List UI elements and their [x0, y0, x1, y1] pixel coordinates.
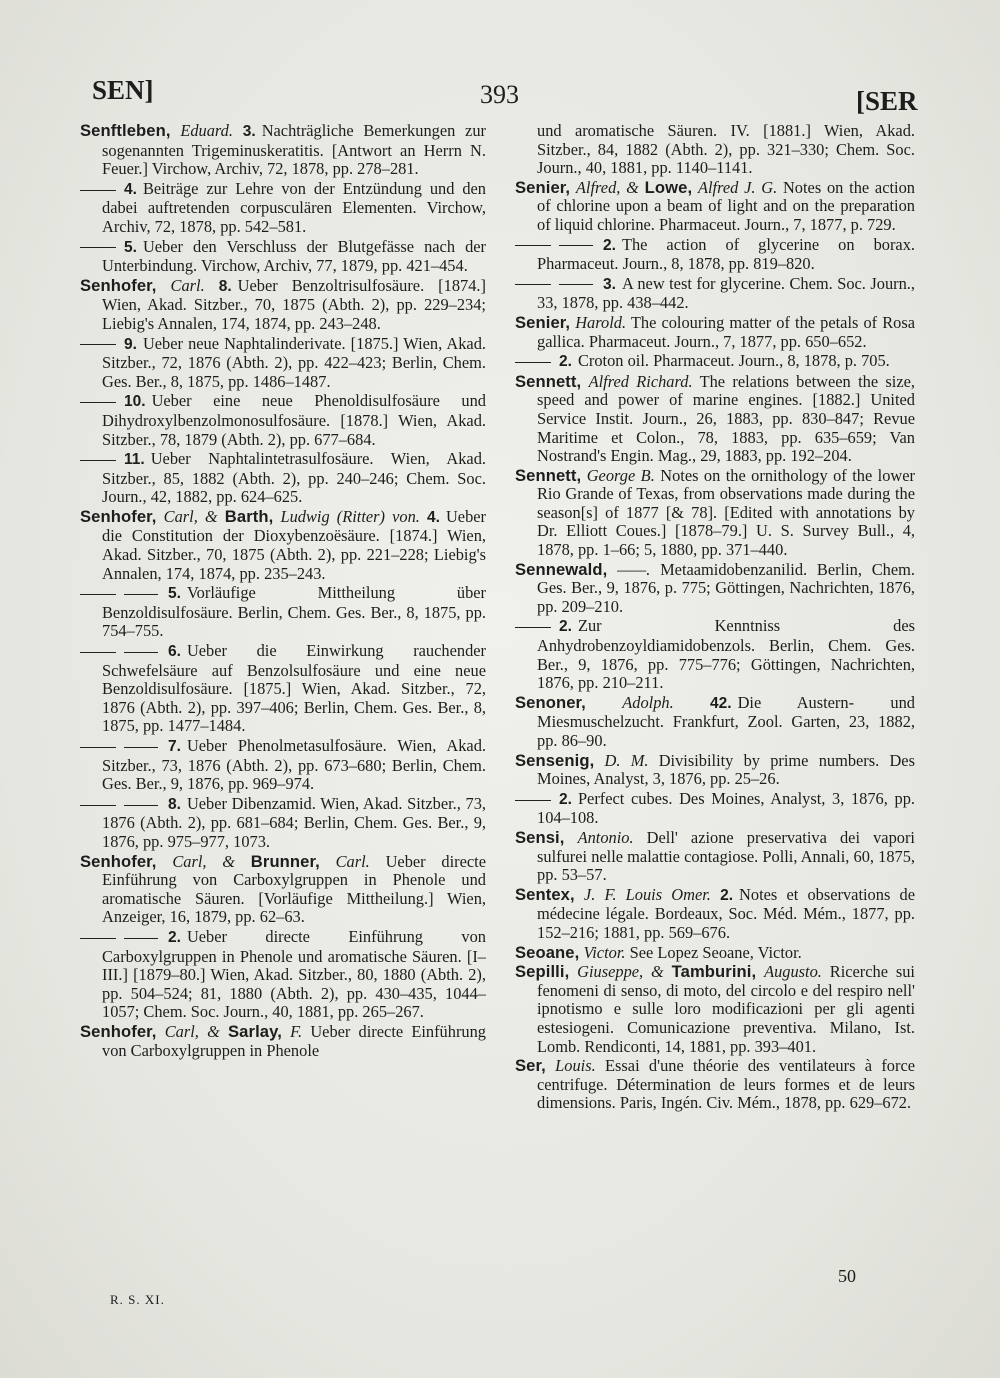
entry-text: Ueber den Verschluss der Blutgefässe nach der Unterbindung. Virchow, Archiv, 77, 1879, pp. 421–454. — [102, 236, 486, 276]
bibliography-entry — [80, 737, 486, 794]
author-given-name: George B. — [586, 465, 655, 485]
bibliography-entry — [80, 584, 486, 641]
author-given-name: Antonio. — [577, 827, 634, 847]
entry-text: Ueber Naphtalintetrasulfosäure. Wien, Akad. Sitzber., 85, 1882 (Abth. 2), pp. 240–246; Chem. Soc. Journ., 42, 1882, pp. 624–625. — [102, 449, 486, 507]
entry-text: Ueber die Constitution der Dioxybenzoësäure. [1874.] Wien, Akad. Sitzber., 70, 1875 (Abth. 2), pp. 221–228; Liebig's Annalen, 174, 1874, pp. 235–243. — [102, 506, 486, 583]
entry-number: 8. — [168, 795, 181, 813]
coauthor-given-name: Carl. — [335, 851, 370, 871]
bibliography-entry — [515, 561, 915, 617]
entry-number: 6. — [168, 643, 181, 661]
author-given-name: Adolph. — [622, 692, 674, 712]
author-name: Senier, — [515, 312, 571, 332]
bibliography-entry — [80, 238, 486, 276]
bibliography-entry — [515, 122, 915, 178]
bibliography-entry — [80, 335, 486, 392]
author-given-name: Carl, & — [163, 506, 225, 526]
entry-text: Dell' azione preservativa dei vapori sulfurei nelle malattie contagiose. Polli, Annali, 60, 1875, pp. 53–57. — [537, 827, 915, 885]
entry-text: Perfect cubes. Des Moines, Analyst, 3, 1876, pp. 104–108. — [537, 788, 915, 828]
ditto-rule — [124, 652, 158, 653]
author-given-name: D. M. — [604, 750, 649, 770]
entry-number: 5. — [168, 585, 181, 603]
ditto-rule — [515, 800, 551, 801]
author-given-name: Alfred Richard. — [588, 371, 693, 391]
ditto-rule — [124, 805, 158, 806]
ditto-rule — [559, 245, 593, 246]
bibliography-entry — [515, 179, 915, 235]
ditto-rule — [80, 652, 116, 653]
entry-number: 2. — [559, 618, 572, 636]
bibliography-entry — [80, 642, 486, 736]
bibliography-entry — [80, 795, 486, 852]
entry-number: 42. — [710, 694, 732, 712]
entry-text: Metaamidobenzanilid. Berlin, Chem. Ges. Ber., 9, 1876, p. 775; Göttingen, Nachrichten, 1876, pp. 209–210. — [537, 559, 915, 616]
entry-number: 4. — [427, 508, 440, 526]
author-given-name: Louis. — [555, 1056, 596, 1076]
entry-text: Ueber directe Einführung von Carboxylgruppen in Phenole und aromatische Säuren. [Vorläufige Mittheilung.] Wien, Anzeiger, 16, 1879, pp. 62–63. — [102, 851, 487, 927]
ditto-rule — [515, 284, 551, 285]
bibliography-entry — [80, 1023, 486, 1060]
entry-text: Zur Kenntniss des Anhydrobenzoyldiamidobenzols. Berlin, Chem. Ges. Ber., 9, 1876, pp. 775–776; Göttingen, Nachrichten, 1876, pp. 210–211. — [537, 616, 915, 693]
author-name: Senier, — [515, 177, 571, 197]
page-number: 393 — [480, 80, 519, 109]
bibliography-entry — [515, 944, 915, 963]
author-given-name: ——. — [617, 559, 651, 579]
ditto-rule — [80, 460, 116, 461]
bibliography-entry — [515, 236, 915, 274]
bibliography-entry — [515, 275, 915, 313]
coauthor-name: Brunner, — [250, 851, 320, 871]
right-column — [515, 122, 915, 1114]
entry-text: Notes et observations de médecine légale. Bordeaux, Soc. Méd. Mém., 1877, pp. 152–216; 1881, pp. 569–676. — [537, 884, 915, 942]
author-given-name: J. F. Louis Omer. — [583, 884, 711, 904]
ditto-rule — [124, 938, 158, 939]
author-given-name: Carl. — [170, 275, 205, 295]
author-name: Ser, — [515, 1056, 546, 1076]
bibliography-entry — [80, 392, 486, 449]
entry-text: Vorläufige Mittheilung über Benzoldisulfosäure. Berlin, Chem. Ges. Ber., 8, 1875, pp. 754–755. — [102, 583, 486, 641]
bibliography-entry — [515, 886, 915, 943]
author-name: Sennett, — [515, 371, 582, 391]
bibliography-entry — [515, 963, 915, 1056]
ditto-rule — [80, 805, 116, 806]
entry-number: 3. — [242, 123, 256, 140]
coauthor-name: Lowe, — [644, 177, 693, 197]
entry-text: Ueber neue Naphtalinderivate. [1875.] Wien, Akad. Sitzber., 72, 1876 (Abth. 2), pp. 422–423; Berlin, Chem. Ges. Ber., 8, 1875, pp. 1486–1487. — [102, 333, 486, 391]
author-given-name: Harold. — [575, 312, 627, 332]
entry-text: The action of glycerine on borax. Pharmaceut. Journ., 8, 1878, pp. 819–820. — [537, 234, 915, 274]
bibliography-entry — [515, 467, 915, 560]
running-head-left: SEN] — [92, 75, 154, 105]
entry-text: A new test for glycerine. Chem. Soc. Journ., 33, 1878, pp. 438–442. — [537, 273, 915, 313]
bibliography-entry — [515, 1057, 915, 1113]
author-given-name: Carl, & — [172, 851, 251, 871]
bibliography-entry — [80, 928, 486, 1022]
ditto-rule — [80, 594, 116, 595]
entry-text: See Lopez Seoane, Victor. — [629, 942, 802, 962]
bibliography-entry — [515, 752, 915, 789]
entry-text: Ueber directe Einführung von Carboxylgruppen in Phenole und aromatische Säuren. [I–III.] [1879–80.] Wien, Akad. Sitzber., 80, 1880 (Abth. 2), pp. 504–524; 81, 1880 (Abth. 2), pp. 430–435, 1044–1057; Chem. Soc. Journ., 40, 1881, pp. 265–267. — [102, 926, 486, 1022]
ditto-rule — [80, 938, 116, 939]
entry-text: Notes on the ornithology of the lower Rio Grande of Texas, from observations made during the season[s] of 1877 [& 78]. [Edited with annotations by Dr. Elliott Coues.] [1878–79.] U. S. Survey Bull., 4, 1878, pp. 1–66; 5, 1880, pp. 371–440. — [537, 465, 915, 560]
entry-number: 8. — [218, 277, 232, 295]
entry-number: 3. — [603, 275, 616, 293]
author-given-name: Giuseppe, & — [577, 962, 672, 982]
coauthor-name: Tamburini, — [671, 962, 757, 982]
author-name: Sepilli, — [515, 962, 570, 982]
entry-number: 9. — [124, 335, 137, 353]
bibliography-entry — [515, 694, 915, 751]
author-name: Sensenig, — [515, 750, 595, 770]
bibliography-entry — [515, 314, 915, 351]
coauthor-name: Barth, — [224, 506, 274, 526]
ditto-rule — [80, 190, 116, 191]
entry-number: 10. — [124, 393, 146, 411]
entry-text: The relations between the size, speed and power of marine engines. [1882.] United Service Instit. Journ., 26, 1883, pp. 830–847; Revue Maritime et Colon., 78, 1883, pp. 635–659; Van Nostrand's Engin. Mag., 29, 1883, pp. 192–204. — [537, 371, 915, 466]
ditto-rule — [515, 245, 551, 246]
entry-number: 7. — [168, 738, 181, 755]
ditto-rule — [559, 284, 593, 285]
author-name: Sennewald, — [515, 559, 608, 579]
author-name: Senoner, — [515, 692, 586, 712]
entry-text: Ueber Dibenzamid. Wien, Akad. Sitzber., 73, 1876 (Abth. 2), pp. 681–684; Berlin, Chem. Ges. Ber., 9, 1876, pp. 975–977, 1073. — [102, 793, 486, 851]
entry-number: 4. — [124, 180, 137, 198]
coauthor-given-name: Ludwig (Ritter) von. — [280, 506, 420, 526]
ditto-rule — [80, 402, 116, 403]
author-given-name: Eduard. — [180, 121, 233, 140]
author-name: Sennett, — [515, 465, 582, 485]
entry-text: Ueber eine neue Phenoldisulfosäure und Dihydroxylbenzolmonosulfosäure. [1878.] Wien, Akad. Sitzber., 78, 1879 (Abth. 2), pp. 677–684. — [102, 391, 486, 449]
ditto-rule — [515, 362, 551, 363]
left-column — [80, 122, 486, 1061]
entry-text: Divisibility by prime numbers. Des Moines, Analyst, 3, 1876, pp. 25–26. — [537, 750, 915, 789]
bibliography-entry — [80, 180, 486, 237]
entry-number: 5. — [124, 238, 137, 256]
ditto-rule — [80, 247, 116, 248]
bibliography-entry — [515, 373, 915, 466]
bibliography-entry — [80, 450, 486, 507]
entry-text: Nachträgliche Bemerkungen zur sogenannten Trigeminuskeratitis. [Antwort an Herrn N. Feuer.] Virchow, Archiv, 72, 1878, pp. 278–281. — [102, 121, 486, 179]
author-name: Senftleben, — [80, 121, 171, 140]
bibliography-entry — [515, 790, 915, 828]
bibliography-entry — [515, 352, 915, 372]
entry-number: 2. — [720, 886, 734, 904]
entry-number: 2. — [603, 236, 616, 254]
ditto-rule — [80, 344, 116, 345]
ditto-rule — [124, 747, 158, 748]
entry-text: Essai d'une théorie des ventilateurs à force centrifuge. Détermination de leurs formes et de leurs dimensions. Paris, Ingén. Civ. Mém., 1878, pp. 629–672. — [537, 1056, 915, 1113]
author-name: Senhofer, — [80, 851, 157, 871]
author-name: Senhofer, — [80, 275, 157, 295]
entry-number: 2. — [559, 790, 572, 808]
author-name: Senhofer, — [80, 1021, 157, 1041]
coauthor-given-name: F. — [290, 1021, 303, 1041]
bibliography-entry — [80, 122, 486, 179]
author-given-name: Carl, & — [164, 1021, 229, 1041]
author-given-name: Victor. — [583, 942, 626, 962]
entry-number: 11. — [124, 451, 145, 469]
bibliography-entry — [80, 508, 486, 583]
entry-text: Ueber Benzoltrisulfosäure. [1874.] Wien, Akad. Sitzber., 70, 1875 (Abth. 2), pp. 229–234; Liebig's Annalen, 174, 1874, pp. 243–248. — [102, 275, 486, 333]
author-name: Seoane, — [515, 942, 580, 962]
coauthor-name: Sarlay, — [228, 1021, 282, 1041]
bibliography-entry — [80, 277, 486, 334]
author-name: Sentex, — [515, 884, 575, 904]
author-given-name: Alfred, & — [575, 177, 645, 197]
entry-text: Ueber die Einwirkung rauchender Schwefelsäure auf Benzolsulfosäure und eine neue Benzoldisulfosäure. [1875.] Wien, Akad. Sitzber., 72, 1876 (Abth. 2), pp. 397–406; Berlin, Chem. Ges. Ber., 8, 1875, pp. 1477–1484. — [102, 641, 486, 736]
sheet-number: 50 — [838, 1266, 856, 1286]
running-head-right: [SER — [856, 86, 918, 116]
author-name: Sensi, — [515, 827, 565, 847]
ditto-rule — [80, 747, 116, 748]
entry-text: Notes on the action of chlorine upon a beam of light and on the preparation of liquid chlorine. Pharmaceut. Journ., 7, 1877, p. 729. — [537, 177, 915, 234]
bibliography-entry — [515, 617, 915, 692]
entry-text: Die Austern- und Miesmuschelzucht. Frankfurt, Zool. Garten, 23, 1882, pp. 86–90. — [537, 692, 915, 750]
coauthor-given-name: Augusto. — [764, 962, 822, 982]
coauthor-given-name: Alfred J. G. — [697, 177, 778, 197]
entry-text: Ueber directe Einführung von Carboxylgruppen in Phenole — [102, 1021, 486, 1060]
author-name: Senhofer, — [80, 506, 157, 526]
entry-text: Beiträge zur Lehre von der Entzündung und den dabei auftretenden corpusculären Elementen. Virchow, Archiv, 72, 1878, pp. 542–581. — [102, 178, 486, 236]
entry-text: The colouring matter of the petals of Rosa gallica. Pharmaceut. Journ., 7, 1877, pp. 650–652. — [537, 312, 915, 351]
entry-text: Ueber Phenolmetasulfosäure. Wien, Akad. Sitzber., 73, 1876 (Abth. 2), pp. 673–680; Berlin, Chem. Ges. Ber., 9, 1876, pp. 969–974. — [102, 736, 486, 794]
signature-mark: R. S. XI. — [110, 1292, 165, 1307]
entry-number: 2. — [168, 928, 181, 946]
entry-text: und aromatische Säuren. IV. [1881.] Wien, Akad. Sitzber., 84, 1882 (Abth. 2), pp. 321–330; Chem. Soc. Journ., 40, 1881, pp. 1140–1141. — [537, 121, 915, 178]
entry-text: Ricerche sui fenomeni di senso, di moto, del circolo e del respiro nell' ipnotismo e sulle loro modificazioni per gli agenti estesiogeni. Comunicazione preventiva. Milano, Ist. Lomb. Rendiconti, 14, 1881, pp. 393–401. — [537, 962, 915, 1056]
ditto-rule — [124, 594, 158, 595]
ditto-rule — [515, 627, 551, 628]
entry-number: 2. — [559, 353, 572, 371]
entry-text: Croton oil. Pharmaceut. Journ., 8, 1878, p. 705. — [577, 351, 890, 371]
bibliography-entry — [515, 829, 915, 885]
bibliography-entry — [80, 853, 486, 927]
